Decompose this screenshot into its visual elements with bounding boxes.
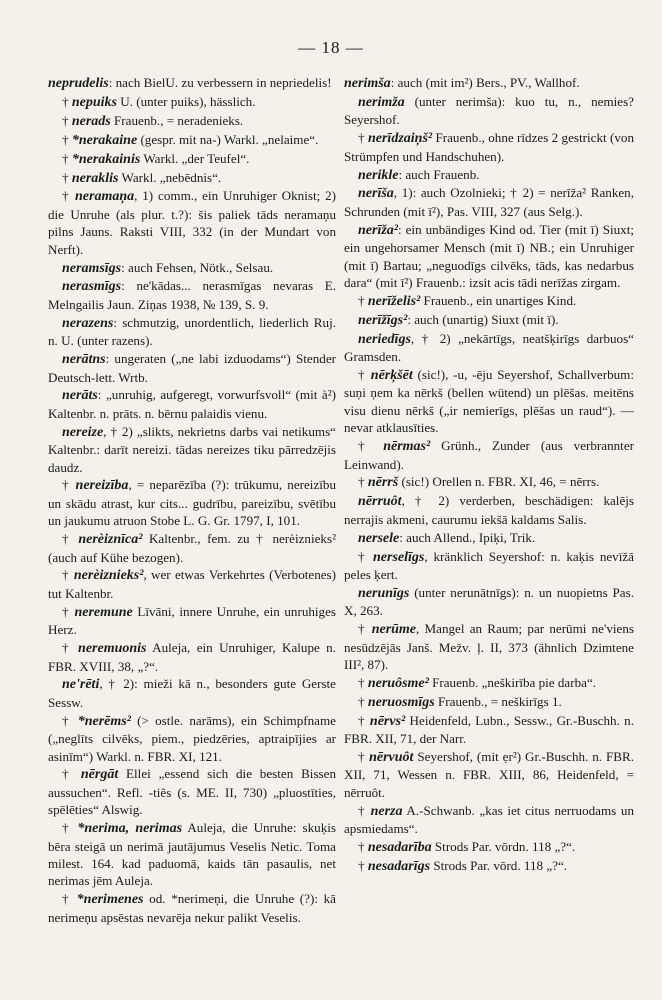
- dictionary-entry: neriedīgs, † 2) „nekārtīgs, neatšķirīgs darbuos“ Gramsden.: [344, 330, 634, 365]
- dictionary-entry: † *nerēms² (> ostle. narāms), ein Schimpfname („neglīts cilvēks, piem., piedzēries, aptraipījies ar asinīm“) Warkl. n. FBR. XI, 121.: [48, 712, 336, 764]
- dictionary-entry: nersele: auch Allend., Ipiķi, Trik.: [358, 529, 536, 546]
- page-number: — 18 —: [298, 38, 364, 57]
- dictionary-entry: † neremuonis Auleja, ein Unruhiger, Kalupe n. FBR. XVIII, 38, „?“.: [48, 640, 337, 674]
- dictionary-entry: † nerads Frauenb., = neradenieks.: [62, 112, 244, 129]
- dictionary-entry: nerimša: auch (mit im²) Bers., PV., Wallhof.: [344, 75, 580, 91]
- dictionary-entry: † nērķšēt (sic!), -u, -ēju Seyershof, Schallverbum: suņi ņem ka nērkš (bellen wütend) un plēšas. meitēns visu dienu nērkš („ir nemierīgs, plēšas un raud“). — nevar atklausīties.: [344, 367, 634, 436]
- dictionary-entry: nerunīgs (unter nerunātnīgs): n. un nuopietns Pas. X, 263.: [344, 584, 634, 619]
- dictionary-entry: nerāts: „unruhig, aufgeregt, vorwurfsvoll“ (mit à²) Kaltenbr. n. prāts. n. bērnu palaidis vienu.: [48, 387, 336, 421]
- dictionary-entry: † *nerima, nerimas Auleja, die Unruhe: skuķis bēra steigā un nerimā jautājumus Veselis Netic. Toma milest. 164. kad paduomā, kaids tān pasaulis, net nerimas jēm Auleja.: [48, 820, 337, 889]
- dictionary-entry: nērruôt, † 2) verderben, beschädigen: kalējs nerrajis akmeni, caurumu iekšā kaldams Salis.: [344, 493, 634, 527]
- dictionary-entry: † *nerimenes od. *nerimeņi, die Unruhe (?): kā nerimeņu apsēstas nevarēja nekur palikt Veselis.: [48, 891, 336, 925]
- dictionary-entry: nerazens: schmutzig, unordentlich, liederlich Ruj. n. U. (unter razens).: [48, 314, 336, 349]
- dictionary-entry: † nērmas² Grünh., Zunder (aus verbrannter Leinwand).: [344, 438, 634, 472]
- dictionary-entry: † nerīdzaiņš² Frauenb., ohne rīdzes 2 gestrickt (von Strümpfen und Handschuhen).: [344, 130, 634, 164]
- dictionary-entry: † nerèiznīca² Kaltenbr., fem. zu † nerèiznieks² (auch auf Kühe bezogen).: [48, 531, 336, 565]
- dictionary-entry: nerikle: auch Frauenb.: [358, 166, 480, 183]
- dictionary-entry: † nerèiznieks², wer etwas Verkehrtes (Verbotenes) tut Kaltenbr.: [48, 567, 337, 601]
- dictionary-entry: † nerselīgs, kränklich Seyershof: n. kaķis nevīžā peles ķert.: [344, 548, 634, 582]
- dictionary-entry: † nērrš (sic!) Orellen n. FBR. XI, 46, = nērrs.: [358, 474, 600, 491]
- dictionary-entry: † nerūme, Mangel an Raum; par nerūmi ne'viens nesūdzējās Janš. Mežv. ļ. II, 373 (ähnlich Dzimtene III², 87).: [344, 621, 634, 672]
- dictionary-entry: † nērgāt Ellei „essend sich die besten Bissen aussuchen“. Refl. -tiês (s. ME. II, 730) „pluostīties, spēlēties“ Alswig.: [48, 766, 336, 818]
- dictionary-entry: † *nerakaine (gespr. mit na-) Warkl. „nelaime“.: [62, 131, 319, 148]
- dictionary-entry: nerimža (unter nerimša): kuo tu, n., nemies? Seyershof.: [344, 93, 634, 128]
- dictionary-entry: † neruosmīgs Frauenb., = neškirīgs 1.: [358, 693, 562, 710]
- dictionary-entry: † nepuiks U. (unter puiks), hässlich.: [62, 93, 256, 110]
- left-column: [48, 74, 336, 927]
- dictionary-entry: ne'rēti, † 2): mieži kā n., besonders gute Gerste Sessw.: [48, 676, 336, 710]
- dictionary-entry: nerātns: ungeraten („ne labi izduodams“) Stender Deutsch-lett. Wrtb.: [48, 351, 336, 385]
- dictionary-entry: nereize, † 2) „slikts, nekrietns darbs vai netikums“ Kaltenbr.: darīt nereizi. tādas nereizes tiku pārredzējis daudz.: [48, 423, 336, 475]
- dictionary-entry: neprudelis: nach BielU. zu verbessern in nepriedelis!: [48, 75, 332, 91]
- dictionary-entry: † neraklis Warkl. „nebēdnis“.: [62, 169, 222, 186]
- dictionary-entry: † nērvuôt Seyershof, (mit ẹr²) Gr.-Buschh. n. FBR. XII, 71, Wessen n. FBR. XIII, 86, Heidenfeld, = nērruôt.: [344, 749, 634, 800]
- dictionary-entry: † nerīželis² Frauenb., ein unartiges Kind.: [358, 292, 577, 309]
- dictionary-entry: † nesadarība Strods Par. vōrdn. 118 „?“.: [358, 839, 576, 856]
- dictionary-entry: † *nerakainis Warkl. „der Teufel“.: [62, 150, 250, 167]
- right-column: [344, 74, 634, 876]
- dictionary-entry: † neramaņa, 1) comm., ein Unruhiger Oknist; 2) die Unruhe (als plur. t.?): šis paliek tāds neramaņu pilns Jauns. Raksti VIII, 332 (in der Mundart von Nerft).: [48, 188, 337, 257]
- dictionary-entry: † neremune Līvāni, innere Unruhe, ein unruhiges Herz.: [48, 603, 337, 638]
- dictionary-entry: nerīžīgs²: auch (unartig) Siuxt (mit ī).: [358, 311, 559, 328]
- dictionary-entry: † nerza A.-Schwanb. „kas iet citus nerruodams un apsmiedams“.: [344, 802, 634, 837]
- dictionary-entry: † neruôsme² Frauenb. „neškirība pie darba“.: [358, 674, 597, 691]
- dictionary-entry: nerīša, 1): auch Ozolnieki; † 2) = nerīža² Ranken, Schrunden (mit ī²), Pas. VIII, 327 (aus Selg.).: [344, 185, 634, 219]
- dictionary-entry: † nērvs² Heidenfeld, Lubn., Sessw., Gr.-Buschh. n. FBR. XII, 71, der Narr.: [344, 712, 634, 747]
- dictionary-entry: † nesadarīgs Strods Par. vōrd. 118 „?“.: [358, 857, 568, 874]
- dictionary-entry: nerasmīgs: ne'kādas... nerasmīgas nevaras E. Melngailis Jaun. Ziņas 1938, № 139, S. 9.: [48, 278, 336, 312]
- dictionary-entry: nerīža²: ein unbändiges Kind od. Tier (mit ī) Siuxt; ein ungehorsamer Mensch (mit ī) NB.; ein Unruhiger (mit ī) Bartau; „neguodīgs cilvēks, tāds, kas nedarbus dara“ (mit ī²) Frauenb.: izsit acis tādi nerīžas zirgam.: [344, 221, 634, 290]
- dictionary-entry: neramsīgs: auch Fehsen, Nötk., Selsau.: [62, 259, 274, 276]
- dictionary-entry: † nereizība, = neparēzība (?): trūkumu, nereizību un skādu atrast, kur cits... gudrību, pareizību, svētību un jaukumu atruon Stobe L. G. Gr. 1797, I, 101.: [48, 477, 336, 529]
